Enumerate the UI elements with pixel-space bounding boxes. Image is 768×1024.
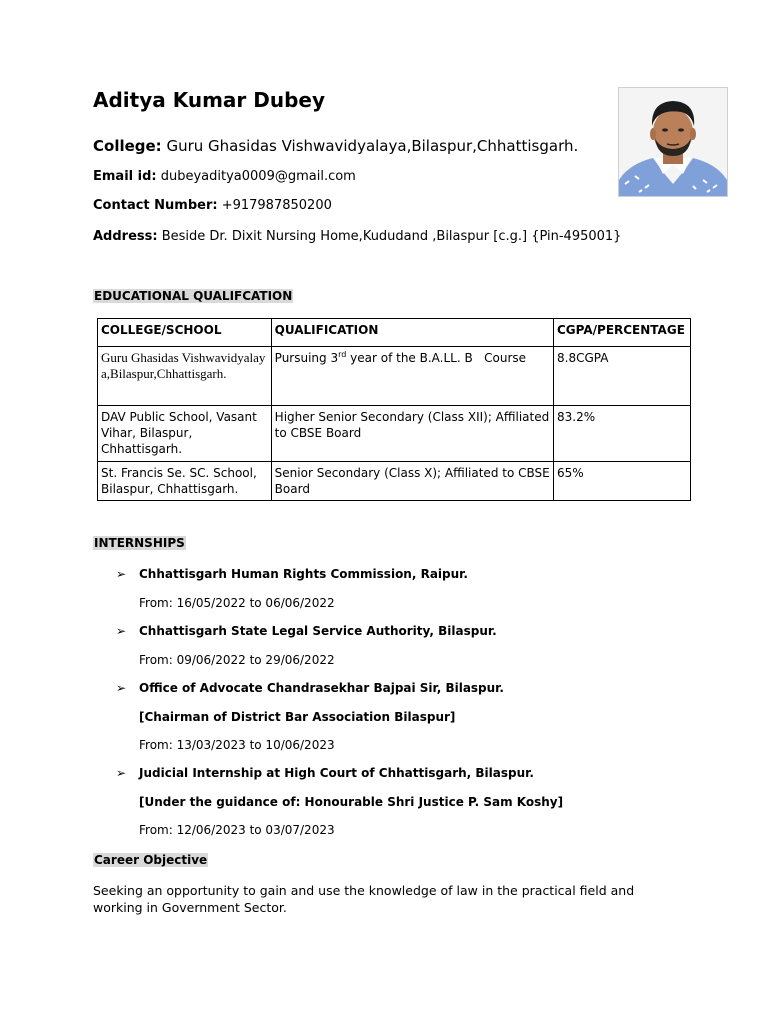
internship-note: [Under the guidance of: Honourable Shri Justice P. Sam Koshy] bbox=[139, 795, 564, 809]
education-table bbox=[97, 318, 691, 501]
contact-value: +917987850200 bbox=[217, 198, 332, 213]
internship-title: Chhattisgarh Human Rights Commission, Raipur. bbox=[139, 567, 468, 581]
score-cell: 65% bbox=[554, 462, 691, 501]
education-heading: EDUCATIONAL QUALIFCATION bbox=[94, 289, 293, 303]
score-cell: 83.2% bbox=[554, 406, 691, 462]
table-header-row bbox=[98, 319, 691, 347]
candidate-name: Aditya Kumar Dubey bbox=[93, 88, 326, 112]
list-item bbox=[116, 766, 534, 780]
qualification-cell: Higher Senior Secondary (Class XII); Affiliated to CBSE Board bbox=[271, 406, 553, 462]
qualification-cell: Senior Secondary (Class X); Affiliated to CBSE Board bbox=[271, 462, 553, 501]
internships-heading: INTERNSHIPS bbox=[94, 536, 185, 550]
table-row bbox=[98, 406, 691, 462]
arrow-bullet-icon: ➢ bbox=[116, 567, 127, 581]
contact-label: Contact Number: bbox=[93, 198, 218, 213]
contact-line bbox=[93, 198, 332, 213]
internship-period: From: 12/06/2023 to 03/07/2023 bbox=[139, 823, 335, 837]
qualification-cell bbox=[271, 347, 553, 406]
table-row bbox=[98, 347, 691, 406]
qualification-text-rest: year of the B.A.LL. B Course bbox=[346, 351, 527, 365]
qualification-text: Pursuing 3 bbox=[274, 351, 339, 365]
list-item bbox=[116, 624, 497, 638]
address-label: Address: bbox=[93, 229, 158, 244]
email-value: dubeyaditya0009@gmail.com bbox=[156, 169, 356, 184]
table-row bbox=[98, 462, 691, 501]
profile-portrait-icon bbox=[619, 88, 727, 196]
internship-period: From: 09/06/2022 to 29/06/2022 bbox=[139, 653, 335, 667]
internship-title: Office of Advocate Chandrasekhar Bajpai Sir, Bilaspur. bbox=[139, 681, 504, 695]
career-objective-text: Seeking an opportunity to gain and use the knowledge of law in the practical field and working in Government Sector. bbox=[93, 883, 635, 915]
school-cell: St. Francis Se. SC. School, Bilaspur, Chhattisgarh. bbox=[98, 462, 272, 501]
column-header-qualification: QUALIFICATION bbox=[271, 319, 553, 347]
internship-title: Judicial Internship at High Court of Chhattisgarh, Bilaspur. bbox=[139, 766, 534, 780]
arrow-bullet-icon: ➢ bbox=[116, 681, 127, 695]
internship-title: Chhattisgarh State Legal Service Authority, Bilaspur. bbox=[139, 624, 497, 638]
column-header-school: COLLEGE/SCHOOL bbox=[98, 319, 272, 347]
score-cell: 8.8CGPA bbox=[554, 347, 691, 406]
ordinal-suffix: rd bbox=[338, 350, 347, 359]
college-label: College: bbox=[93, 137, 162, 155]
internship-period: From: 16/05/2022 to 06/06/2022 bbox=[139, 596, 335, 610]
profile-photo bbox=[618, 87, 728, 197]
career-objective-heading: Career Objective bbox=[94, 853, 208, 867]
college-value: Guru Ghasidas Vishwavidyalaya,Bilaspur,Chhattisgarh. bbox=[161, 137, 579, 155]
arrow-bullet-icon: ➢ bbox=[116, 624, 127, 638]
school-cell bbox=[98, 347, 272, 406]
internship-note: [Chairman of District Bar Association Bilaspur] bbox=[139, 710, 456, 724]
college-line bbox=[93, 137, 578, 155]
list-item bbox=[116, 681, 504, 695]
arrow-bullet-icon: ➢ bbox=[116, 766, 127, 780]
address-line bbox=[93, 229, 621, 244]
email-label: Email id: bbox=[93, 169, 157, 184]
list-item bbox=[116, 567, 468, 581]
email-line bbox=[93, 169, 356, 184]
address-value: Beside Dr. Dixit Nursing Home,Kududand ,Bilaspur [c.g.] {Pin-495001} bbox=[157, 229, 622, 244]
school-cell: DAV Public School, Vasant Vihar, Bilaspur, Chhattisgarh. bbox=[98, 406, 272, 462]
internship-period: From: 13/03/2023 to 10/06/2023 bbox=[139, 738, 335, 752]
school-name: Guru Ghasidas Vishwavidyalaya,Bilaspur,Chhattisgarh. bbox=[101, 350, 266, 381]
column-header-score: CGPA/PERCENTAGE bbox=[554, 319, 691, 347]
